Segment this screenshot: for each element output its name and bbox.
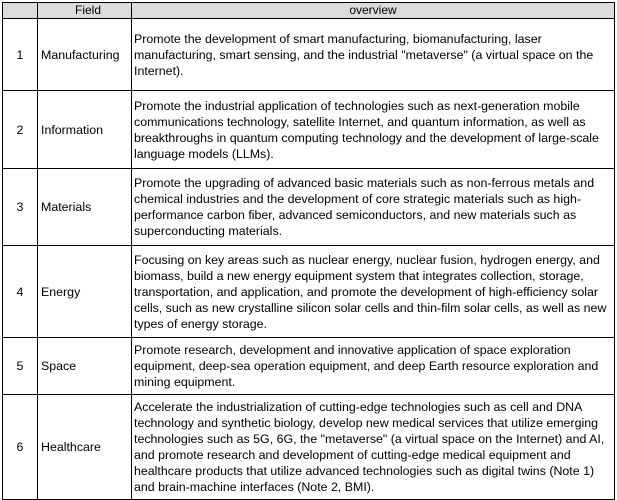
table-row [3, 395, 615, 500]
header-overview: overview [132, 3, 615, 19]
row-number: 4 [3, 246, 38, 338]
table-row [3, 246, 615, 338]
row-field: Materials [38, 169, 132, 246]
header-row [3, 3, 615, 19]
table-row [3, 169, 615, 246]
header-number [3, 3, 38, 19]
row-overview: Promote research, development and innovative application of space exploration equipment, deep-sea operation equipment, and deep Earth resource exploration and mining equipment. [132, 338, 615, 395]
table-row [3, 338, 615, 395]
fields-table [2, 2, 615, 500]
row-overview: Promote the development of smart manufacturing, biomanufacturing, laser manufacturing, smart sensing, and the industrial "metaverse" (a virtual space on the Internet). [132, 19, 615, 91]
row-number: 2 [3, 91, 38, 169]
row-field: Space [38, 338, 132, 395]
table-header [3, 3, 615, 19]
header-field: Field [38, 3, 132, 19]
row-number: 6 [3, 395, 38, 500]
row-field: Healthcare [38, 395, 132, 500]
row-number: 3 [3, 169, 38, 246]
row-field: Energy [38, 246, 132, 338]
table-body [3, 19, 615, 500]
row-field: Information [38, 91, 132, 169]
row-number: 1 [3, 19, 38, 91]
row-number: 5 [3, 338, 38, 395]
row-overview: Focusing on key areas such as nuclear energy, nuclear fusion, hydrogen energy, and biomass, build a new energy equipment system that integrates collection, storage, transportation, and application, and promote the development of high-efficiency solar cells, such as new crystalline silicon solar cells and thin-film solar cells, as well as new types of energy storage. [132, 246, 615, 338]
row-overview: Accelerate the industrialization of cutting-edge technologies such as cell and DNA technology and synthetic biology, develop new medical services that utilize emerging technologies such as 5G, 6G, the "metaverse" (a virtual space on the Internet) and AI, and promote research and development of cutting-edge medical equipment and healthcare products that utilize advanced technologies such as digital twins (Note 1) and brain-machine interfaces (Note 2, BMI). [132, 395, 615, 500]
row-overview: Promote the industrial application of technologies such as next-generation mobile communications technology, satellite Internet, and quantum information, as well as breakthroughs in quantum computing technology and the development of large-scale language models (LLMs). [132, 91, 615, 169]
table-row [3, 91, 615, 169]
row-overview: Promote the upgrading of advanced basic materials such as non-ferrous metals and chemical industries and the development of core strategic materials such as high-performance carbon fiber, advanced semiconductors, and new materials such as superconducting materials. [132, 169, 615, 246]
row-field: Manufacturing [38, 19, 132, 91]
table-row [3, 19, 615, 91]
